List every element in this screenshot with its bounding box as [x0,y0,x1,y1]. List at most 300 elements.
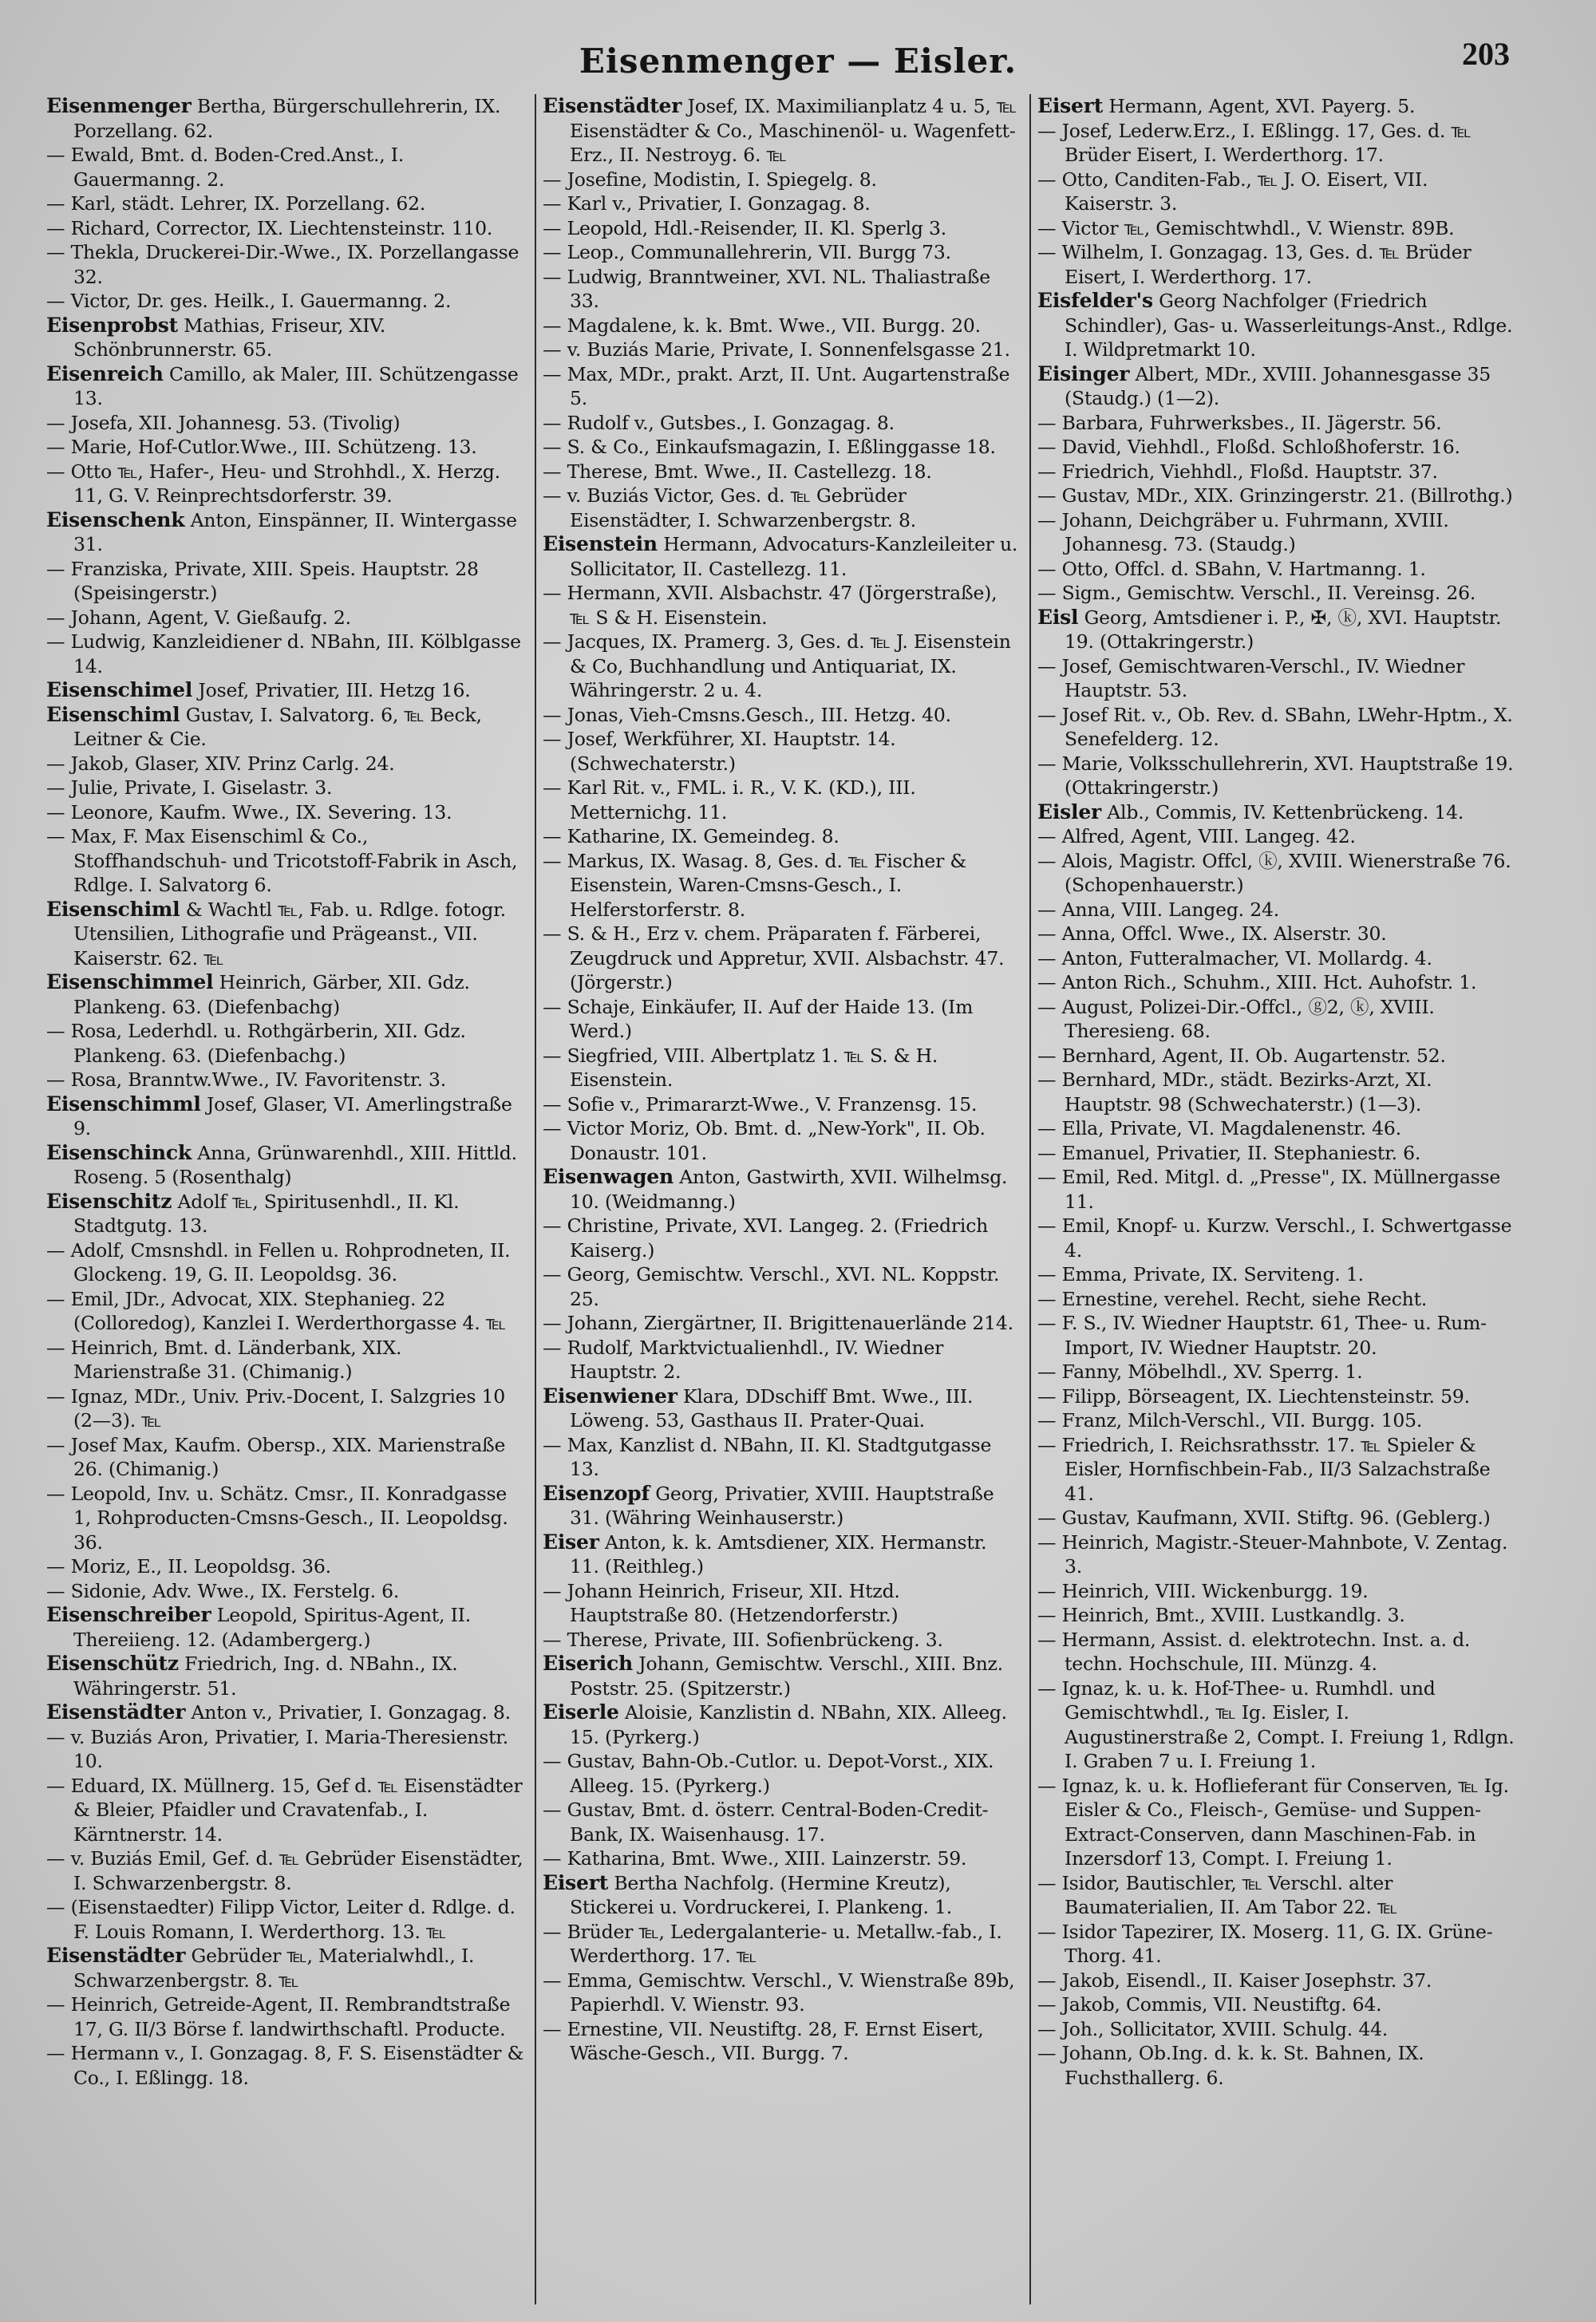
entry-text: — Anton, Futteralmacher, VI. Mollardg. 4. [1037,946,1432,969]
directory-entry-head [543,1530,1020,1579]
directory-entry-head [543,532,1020,581]
entry-text: Alb., Commis, IV. Kettenbrückeng. 14. [1101,800,1464,823]
column-3 [1029,94,1524,2304]
directory-entry [1037,1774,1515,1871]
directory-entry-head [543,1482,1020,1530]
directory-entry-head [46,703,525,752]
entry-text: — Gustav, Bmt. d. österr. Central-Boden-Credit-Bank, IX. Waisenhausg. 17. [543,1799,989,1846]
entry-text: — Friedrich, I. Reichsrathsstr. 17. ℡ Spieler & Eisler, Hornfischbein-Fab., II/3 Salzachstraße 41. [1037,1433,1491,1505]
entry-text: — Heinrich, Magistr.-Steuer-Mahnbote, V. Zentag. 3. [1037,1530,1508,1578]
directory-entry [543,1311,1020,1336]
directory-entry [1037,1628,1515,1676]
directory-entry [46,192,525,216]
entry-text: — Christine, Private, XVI. Langeg. 2. (Friedrich Kaiserg.) [543,1214,989,1262]
entry-surname: Eisenzopf [543,1481,650,1505]
directory-entry-head [46,1700,525,1725]
directory-entry [1037,1506,1515,1530]
entry-text: — Josef, Gemischtwaren-Verschl., IV. Wiedner Hauptstr. 53. [1037,654,1465,701]
entry-surname: Eisl [1037,605,1079,629]
directory-entry [543,1628,1020,1653]
entry-surname: Eisenschenk [46,507,185,531]
entry-text: — v. Buziás Aron, Privatier, I. Maria-Theresienstr. 10. [46,1725,509,1772]
entry-text: — Max, MDr., prakt. Arzt, II. Unt. Augartenstraße 5. [543,362,1010,409]
entry-text: Leopold, Spiritus-Agent, II. Thereiieng. 12. (Adambergerg.) [73,1604,471,1651]
entry-text: — Richard, Corrector, IX. Liechtensteinstr. 110. [46,216,493,239]
entry-text: — Adolf, Cmsnshdl. in Fellen u. Rohprodneten, II. Glockeng. 19, G. II. Leopoldsg. 36. [46,1238,511,1285]
entry-surname: Eiserle [543,1700,619,1724]
directory-entry [543,484,1020,532]
directory-entry [543,1044,1020,1092]
entry-text: — Marie, Volksschullehrerin, XVI. Hauptstraße 19. (Ottakringerstr.) [1037,752,1514,799]
entry-text: Georg, Amtsdiener i. P., ✠, ⓚ, XVI. Hauptstr. 19. (Ottakringerstr.) [1065,606,1502,653]
entry-surname: Eisinger [1037,361,1130,385]
directory-entry [46,1019,525,1068]
directory-entry [1037,752,1515,800]
entry-surname: Eisenstädter [46,1700,186,1724]
entry-text: — Emma, Private, IX. Serviteng. 1. [1037,1263,1364,1285]
entry-surname: Eisenwagen [543,1165,674,1188]
directory-entry-head [543,1700,1020,1749]
entry-text: Josef, Privatier, III. Hetzg 16. [192,679,471,701]
directory-entry-head [46,678,525,703]
directory-entry [543,1433,1020,1482]
entry-text: — Fanny, Möbelhdl., XV. Sperrg. 1. [1037,1360,1363,1383]
entry-text: — Gustav, Kaufmann, XVII. Stiftg. 96. (Geblerg.) [1037,1507,1491,1529]
entry-text: — S. & Co., Einkaufsmagazin, I. Eßlinggasse 18. [543,436,996,458]
entry-text: — Sofie v., Primararzt-Wwe., V. Franzensg. 15. [543,1092,978,1116]
directory-entry [543,411,1020,436]
directory-entry [1037,411,1515,436]
entry-text: Josef, IX. Maximilianplatz 4 u. 5, ℡ Eisenstädter & Co., Maschinenöl- u. Wagenfett-Erz., II. Nestroyg. 6. ℡ [570,95,1017,166]
directory-entry [1037,1068,1515,1116]
entry-text: — Julie, Private, I. Giselastr. 3. [46,776,333,799]
directory-entry [1037,824,1515,849]
entry-surname: Eisenschiml [46,897,180,921]
directory-entry [46,824,525,898]
entry-surname: Eisenschimel [46,678,193,701]
entry-text: — (Eisenstaedter) Filipp Victor, Leiter d. Rdlge. d. F. Louis Romann, I. Werderthorg. 13. ℡ [46,1896,516,1943]
directory-entry [543,216,1020,241]
entry-text: — Ernestine, VII. Neustiftg. 28, F. Ernst Eisert, Wäsche-Gesch., VII. Burgg. 7. [543,2017,984,2064]
entry-surname: Eisenmenger [46,94,192,117]
page-number: 203 [1462,36,1510,72]
entry-text: — Johann, Agent, V. Gießaufg. 2. [46,606,351,629]
entry-surname: Eiserich [543,1652,633,1675]
entry-surname: Eiser [543,1530,599,1554]
entry-text: Heinrich, Gärber, XII. Gdz. Plankeng. 63. (Diefenbachg) [73,971,470,1018]
entry-text: — Karl, städt. Lehrer, IX. Porzellang. 62. [46,192,426,215]
directory-entry [1037,1116,1515,1141]
directory-entry [1037,581,1515,606]
entry-text: — v. Buziás Emil, Gef. d. ℡ Gebrüder Eisenstädter, I. Schwarzenbergstr. 8. [46,1847,523,1894]
entry-surname: Eisenschimmel [46,970,214,993]
entry-text: Hermann, Agent, XVI. Payerg. 5. [1103,95,1416,117]
entry-text: — Ludwig, Kanzleidiener d. NBahn, III. Kölblgasse 14. [46,630,521,677]
directory-entry [1037,970,1515,995]
directory-entry [543,1798,1020,1846]
directory-entry [543,995,1020,1044]
directory-entry [543,1116,1020,1165]
entry-text: — Josef Max, Kaufm. Obersp., XIX. Marienstraße 26. (Chimanig.) [46,1433,506,1480]
entry-text: — Emil, Red. Mitgl. d. „Presse", IX. Müllnergasse 11. [1037,1166,1501,1213]
directory-entry-head [46,94,525,143]
directory-entry [1037,1141,1515,1166]
entry-text: — Barbara, Fuhrwerksbes., II. Jägerstr. 56. [1037,411,1442,434]
directory-entry [1037,898,1515,922]
entry-text: Hermann, Advocaturs-Kanzleileiter u. Sollicitator, II. Castellezg. 11. [570,533,1018,580]
entry-text: — Ignaz, k. u. k. Hoflieferant für Conserven, ℡ Ig. Eisler & Co., Fleisch-, Gemüse- und Suppen-Extract-Conserven, dann Maschinen-Fab. in Inzersdorf 13, Compt. I. Freiung 1. [1037,1774,1509,1870]
entry-text: — Filipp, Börseagent, IX. Liechtensteinstr. 59. [1037,1384,1470,1408]
entry-text: — Anna, Offcl. Wwe., IX. Alserstr. 30. [1037,922,1387,945]
entry-text: — Sidonie, Adv. Wwe., IX. Ferstelg. 6. [46,1579,400,1602]
directory-entry [46,2041,525,2090]
entry-text: — Josefine, Modistin, I. Spiegelg. 8. [543,168,877,191]
entry-text: — Eduard, IX. Müllnerg. 15, Gef d. ℡ Eisenstädter & Bleier, Pfaidler und Cravatenfab., I. Kärntnerstr. 14. [46,1774,523,1846]
directory-entry [543,1262,1020,1311]
directory-entry [46,752,525,776]
entry-text: — Isidor, Bautischler, ℡ Verschl. alter Baumaterialien, II. Am Tabor 22. ℡ [1037,1871,1398,1918]
entry-text: — Hermann v., I. Gonzagag. 8, F. S. Eisenstädter & Co., I. Eßlingg. 18. [46,2042,524,2089]
directory-entry-head [543,1871,1020,1920]
directory-entry [1037,1579,1515,1604]
directory-entry-head [46,1092,525,1141]
directory-entry-head [1037,800,1515,825]
directory-entry [1037,922,1515,946]
entry-surname: Eisert [1037,94,1104,117]
entry-text: — Heinrich, Getreide-Agent, II. Rembrandtstraße 17, G. II/3 Börse f. landwirthschaftl. Producte. [46,1993,511,2040]
directory-entry [46,216,525,241]
directory-entry [1037,1871,1515,1920]
entry-text: Mathias, Friseur, XIV. Schönbrunnerstr. 65. [73,314,386,361]
entry-text: — Wilhelm, I. Gonzagag. 13, Ges. d. ℡ Brüder Eisert, I. Werderthorg. 17. [1037,241,1472,288]
entry-text: Josef, Glaser, VI. Amerlingstraße 9. [73,1092,512,1139]
entry-text: Camillo, ak Maler, III. Schützengasse 13. [73,362,519,409]
column-2 [535,94,1029,2304]
entry-text: — Otto ℡, Hafer-, Heu- und Strohhdl., X. Herzg. 11, G. V. Reinprechtsdorferstr. 39. [46,460,500,507]
directory-entry [46,460,525,508]
entry-surname: Eisler [1037,800,1102,823]
entry-text: — Victor ℡, Gemischtwhdl., V. Wienstr. 89B. [1037,216,1455,239]
directory-entry [543,1336,1020,1384]
entry-text: — Bernhard, MDr., städt. Bezirks-Arzt, XI. Hauptstr. 98 (Schwechaterstr.) (1—3). [1037,1068,1432,1116]
entry-text: — Johann Heinrich, Friseur, XII. Htzd. Hauptstraße 80. (Hetzendorferstr.) [543,1579,900,1626]
entry-text: — Josefa, XII. Johannesg. 53. (Tivolig) [46,411,401,434]
entry-text: — Friedrich, Viehhdl., Floßd. Hauptstr. 37. [1037,460,1438,483]
directory-entry [46,1846,525,1895]
entry-text: — Emanuel, Privatier, II. Stephaniestr. 6. [1037,1141,1421,1164]
entry-text: — Alois, Magistr. Offcl, ⓚ, XVIII. Wienerstraße 76. (Schopenhauerstr.) [1037,849,1511,896]
directory-entry [1037,654,1515,703]
entry-text: — Emma, Gemischtw. Verschl., V. Wienstraße 89b, Papierhdl. V. Wienstr. 93. [543,1969,1015,2016]
directory-entry [543,2017,1020,2066]
directory-entry [1037,1214,1515,1262]
entry-text: — Heinrich, Bmt., XVIII. Lustkandlg. 3. [1037,1604,1405,1626]
entry-surname: Eisenschinck [46,1140,192,1164]
directory-entry [543,849,1020,922]
entry-text: Gebrüder ℡, Materialwhdl., I. Schwarzenbergstr. 8. ℡ [73,1945,475,1992]
directory-entry [46,776,525,800]
entry-text: — Jakob, Glaser, XIV. Prinz Carlg. 24. [46,752,395,775]
directory-entry [1037,946,1515,971]
entry-text: — Brüder ℡, Ledergalanterie- u. Metallw.-fab., I. Werderthorg. 17. ℡ [543,1920,1002,1967]
entry-text: — Rosa, Lederhdl. u. Rothgärberin, XII. Gdz. Plankeng. 63. (Diefenbachg.) [46,1020,466,1067]
directory-entry [543,1969,1020,2017]
directory-entry-head [46,1652,525,1700]
directory-entry [543,703,1020,728]
entry-text: — Otto, Canditen-Fab., ℡ J. O. Eisert, VII. Kaiserstr. 3. [1037,168,1428,215]
entry-text: Albert, MDr., XVIII. Johannesgasse 35 (Staudg.) (1—2). [1065,362,1491,409]
directory-entry [1037,703,1515,752]
directory-entry [543,435,1020,460]
directory-entry [543,776,1020,824]
directory-entry [543,1846,1020,1871]
directory-entry-head [46,1944,525,1992]
directory-entry [1037,1530,1515,1579]
entry-text: — Heinrich, Bmt. d. Länderbank, XIX. Marienstraße 31. (Chimanig.) [46,1336,402,1383]
entry-text: — Rosa, Branntw.Wwe., IV. Favoritenstr. 3. [46,1068,447,1091]
directory-entry-head [543,1652,1020,1700]
entry-surname: Eisenschitz [46,1189,172,1213]
entry-text: — Marie, Hof-Cutlor.Wwe., III. Schützeng. 13. [46,436,477,458]
entry-text: — Schaje, Einkäufer, II. Auf der Haide 13. (Im Werd.) [543,995,974,1042]
entry-text: Bertha Nachfolg. (Hermine Kreutz), Stickerei u. Vordruckerei, I. Plankeng. 1. [570,1871,953,1918]
entry-text: — Therese, Private, III. Sofienbrückeng. 3. [543,1628,943,1651]
entry-surname: Eisenprobst [46,313,178,337]
directory-entry [46,1068,525,1092]
column-1 [40,94,535,2304]
directory-entry [543,1092,1020,1117]
entry-text: — Emil, Knopf- u. Kurzw. Verschl., I. Schwertgasse 4. [1037,1214,1512,1262]
columns [40,94,1524,2304]
entry-text: — v. Buziás Marie, Private, I. Sonnenfelsgasse 21. [543,338,1010,361]
directory-entry [1037,1920,1515,1969]
directory-entry [1037,508,1515,557]
directory-entry [1037,1969,1515,1993]
entry-text: — Siegfried, VIII. Albertplatz 1. ℡ S. & H. Eisenstein. [543,1044,938,1091]
entry-surname: Eisenschreiber [46,1603,211,1626]
directory-entry [543,314,1020,338]
directory-entry-head [46,314,525,362]
directory-entry-head [46,1141,525,1190]
entry-text: — S. & H., Erz v. chem. Präparaten f. Färberei, Zeugdruck und Appretur, XVII. Alsbachstr. 47. (Jörgerstr.) [543,922,1005,993]
entry-text: — Anton Rich., Schuhm., XIII. Hct. Auhofstr. 1. [1037,971,1477,993]
entry-text: — Ernestine, verehel. Recht, siehe Recht. [1037,1287,1428,1310]
directory-entry [46,1336,525,1384]
entry-text: — Rudolf, Marktvictualienhdl., IV. Wiedner Hauptstr. 2. [543,1336,944,1383]
directory-entry [543,824,1020,849]
entry-text: — Ewald, Bmt. d. Boden-Cred.Anst., I. Gauermanng. 2. [46,144,405,191]
entry-text: — Franziska, Private, XIII. Speis. Hauptstr. 28 (Speisingerstr.) [46,557,479,604]
entry-text: — Johann, Ob.Ing. d. k. k. St. Bahnen, IX. Fuchsthallerg. 6. [1037,2042,1424,2089]
directory-entry-head [1037,606,1515,654]
entry-text: — Alfred, Agent, VIII. Langeg. 42. [1037,825,1356,847]
entry-text: — Jonas, Vieh-Cmsns.Gesch., III. Hetzg. 40. [543,703,951,726]
directory-entry [543,630,1020,703]
entry-text: Georg Nachfolger (Friedrich Schindler), Gas- u. Wasserleitungs-Anst., Rdlge. I. Wildpretmarkt 10. [1065,290,1513,361]
directory-entry [1037,435,1515,460]
directory-entry [543,1749,1020,1798]
entry-surname: Eisert [543,1870,609,1894]
directory-entry [1037,460,1515,484]
directory-entry [543,362,1020,411]
entry-text: — Max, F. Max Eisenschiml & Co., Stoffhandschuh- und Tricotstoff-Fabrik in Asch, Rdlge. I. Salvatorg 6. [46,825,518,896]
directory-entry [1037,484,1515,508]
directory-entry [543,168,1020,192]
entry-surname: Eisenstädter [46,1944,186,1967]
entry-text: — Ignaz, MDr., Univ. Priv.-Docent, I. Salzgries 10 (2—3). ℡ [46,1384,506,1432]
entry-text: — Victor, Dr. ges. Heilk., I. Gauermanng. 2. [46,290,452,312]
directory-entry [1037,119,1515,168]
entry-text: — Bernhard, Agent, II. Ob. Augartenstr. 52. [1037,1044,1446,1067]
entry-text: Gustav, I. Salvatorg. 6, ℡ Beck, Leitner & Cie. [73,703,482,750]
directory-entry [1037,1165,1515,1214]
directory-entry [543,922,1020,995]
directory-entry [46,800,525,825]
directory-entry [46,1895,525,1944]
directory-entry [543,581,1020,630]
entry-text: Klara, DDschiff Bmt. Wwe., III. Löweng. 53, Gasthaus II. Prater-Quai. [570,1384,974,1432]
directory-entry [46,1554,525,1579]
directory-entry [1037,1287,1515,1312]
directory-entry-head [46,362,525,411]
entry-text: — v. Buziás Victor, Ges. d. ℡ Gebrüder Eisenstädter, I. Schwarzenbergstr. 8. [543,484,917,531]
entry-text: — Jacques, IX. Pramerg. 3, Ges. d. ℡ J. Eisenstein & Co, Buchhandlung und Antiquariat, IX. Währingerstr. 2 u. 4. [543,630,1011,701]
directory-entry [46,1774,525,1847]
entry-surname: Eisenwiener [543,1384,678,1408]
entry-text: — Heinrich, VIII. Wickenburgg. 19. [1037,1579,1369,1602]
entry-text: — David, Viehhdl., Floßd. Schloßhoferstr. 16. [1037,436,1460,458]
entry-text: — Otto, Offcl. d. SBahn, V. Hartmanng. 1. [1037,557,1426,580]
directory-entry [1037,240,1515,289]
directory-entry [46,1287,525,1336]
directory-entry [543,240,1020,265]
entry-text: — Leop., Communallehrerin, VII. Burgg 73. [543,241,951,263]
directory-entry-head [543,94,1020,168]
directory-entry [1037,216,1515,241]
entry-text: — Leopold, Hdl.-Reisender, II. Kl. Sperlg 3. [543,216,946,239]
entry-text: — Gustav, MDr., XIX. Grinzingerstr. 21. (Billrothg.) [1037,484,1513,507]
entry-text: — Thekla, Druckerei-Dir.-Wwe., IX. Porzellangasse 32. [46,241,519,288]
entry-text: Anton v., Privatier, I. Gonzagag. 8. [185,1701,511,1724]
directory-entry [46,1384,525,1433]
directory-entry-head [543,1165,1020,1214]
directory-entry [543,1920,1020,1969]
directory-entry [543,460,1020,484]
entry-text: — Georg, Gemischtw. Verschl., XVI. NL. Koppstr. 25. [543,1263,1000,1310]
entry-text: Anton, k. k. Amtsdiener, XIX. Hermanstr. 11. (Reithleg.) [570,1530,987,1578]
directory-entry [1037,168,1515,216]
entry-text: — Katharina, Bmt. Wwe., XIII. Lainzerstr. 59. [543,1847,967,1870]
entry-text: — Joh., Sollicitator, XVIII. Schulg. 44. [1037,2017,1389,2040]
directory-entry-head [46,1190,525,1238]
directory-entry [1037,557,1515,582]
entry-surname: Eisenschimml [46,1092,201,1116]
entry-text: — August, Polizei-Dir.-Offcl., ⓖ2, ⓚ, XVIII. Theresieng. 68. [1037,995,1435,1042]
entry-text: Bertha, Bürgerschullehrerin, IX. Porzellang. 62. [73,95,501,142]
entry-text: — Josef, Werkführer, XI. Hauptstr. 14. (Schwechaterstr.) [543,728,896,775]
entry-text: — Max, Kanzlist d. NBahn, II. Kl. Stadtgutgasse 13. [543,1433,992,1480]
directory-entry [1037,849,1515,898]
entry-text: — Hermann, Assist. d. elektrotechn. Inst. a. d. techn. Hochschule, III. Münzg. 4. [1037,1628,1471,1675]
directory-entry [46,1482,525,1555]
entry-text: — Jakob, Commis, VII. Neustiftg. 64. [1037,1993,1382,2016]
directory-entry [543,192,1020,216]
entry-text: — Therese, Bmt. Wwe., II. Castellezg. 18. [543,460,932,483]
directory-entry [543,727,1020,776]
directory-entry [1037,1433,1515,1507]
entry-surname: Eisfelder's [1037,289,1153,312]
entry-text: Friedrich, Ing. d. NBahn., IX. Währingerstr. 51. [73,1653,458,1700]
directory-entry [46,240,525,289]
entry-text: Aloisie, Kanzlistin d. NBahn, XIX. Alleeg. 15. (Pyrkerg.) [570,1701,1007,1748]
directory-entry [1037,1603,1515,1628]
directory-entry-head [46,1603,525,1652]
entry-text: — Ignaz, k. u. k. Hof-Thee- u. Rumhdl. und Gemischtwhdl., ℡ Ig. Eisler, I. Augustinerstraße 2, Compt. I. Freiung 1, Rdlgn. I. Graben 7 u. I. Freiung 1. [1037,1676,1515,1772]
directory-entry-head [543,1384,1020,1433]
entry-text: & Wachtl ℡, Fab. u. Rdlge. fotogr. Utensilien, Lithografie und Prägeanst., VII. Kaiserstr. 62. ℡ [73,898,506,969]
entry-text: — Sigm., Gemischtw. Verschl., II. Vereinsg. 26. [1037,582,1476,604]
directory-entry [46,1433,525,1482]
entry-text: — Leopold, Inv. u. Schätz. Cmsr., II. Konradgasse 1, Rohproducten-Cmsns-Gesch., II. Leopoldsg. 36. [46,1482,508,1554]
entry-surname: Eisenschütz [46,1652,179,1675]
directory-entry [1037,995,1515,1044]
directory-entry-head [1037,94,1515,119]
directory-entry [543,1579,1020,1628]
directory-entry-head [46,898,525,971]
entry-text: — Josef, Lederw.Erz., I. Eßlingg. 17, Ges. d. ℡ Brüder Eisert, I. Werderthorg. 17. [1037,119,1472,166]
entry-text: — Ludwig, Branntweiner, XVI. NL. Thaliastraße 33. [543,265,991,312]
entry-text: — Victor Moriz, Ob. Bmt. d. „New-York", II. Ob. Donaustr. 101. [543,1117,986,1164]
directory-entry [46,435,525,460]
directory-entry [1037,1676,1515,1774]
directory-entry [1037,1408,1515,1433]
directory-entry [46,1579,525,1604]
directory-entry-head [46,970,525,1019]
entry-text: — Katharine, IX. Gemeindeg. 8. [543,825,839,847]
entry-text: — F. S., IV. Wiedner Hauptstr. 61, Thee- u. Rum-Import, IV. Wiedner Hauptstr. 20. [1037,1312,1487,1359]
entry-text: — Gustav, Bahn-Ob.-Cutlor. u. Depot-Vorst., XIX. Alleeg. 15. (Pyrkerg.) [543,1750,994,1797]
running-head: Eisenmenger — Eisler. [579,41,1017,81]
directory-entry [1037,1992,1515,2017]
directory-entry [46,557,525,606]
entry-surname: Eisenstädter [543,94,682,117]
entry-text: Georg, Privatier, XVIII. Hauptstraße 31. (Währing Weinhauserstr.) [570,1482,994,1529]
entry-text: — Hermann, XVII. Alsbachstr. 47 (Jörgerstraße), ℡ S & H. Eisenstein. [543,582,998,629]
directory-entry [1037,1262,1515,1287]
entry-surname: Eisenreich [46,361,164,385]
directory-entry [543,338,1020,362]
entry-surname: Eisenschiml [46,702,180,726]
directory-entry [1037,1360,1515,1384]
entry-text: — Johann, Deichgräber u. Fuhrmann, XVIII. Johannesg. 73. (Staudg.) [1037,508,1449,555]
entry-text: — Markus, IX. Wasag. 8, Ges. d. ℡ Fischer & Eisenstein, Waren-Cmsns-Gesch., I. Helferstorferstr. 8. [543,849,967,921]
directory-entry-head [46,508,525,557]
directory-entry [543,265,1020,314]
entry-text: — Josef Rit. v., Ob. Rev. d. SBahn, LWehr-Hptm., X. Senefelderg. 12. [1037,703,1513,750]
entry-text: — Isidor Tapezirer, IX. Moserg. 11, G. IX. Grüne-Thorg. 41. [1037,1920,1493,1967]
entry-text: — Moriz, E., II. Leopoldsg. 36. [46,1555,331,1578]
entry-text: — Franz, Milch-Verschl., VII. Burgg. 105. [1037,1409,1423,1432]
entry-text: — Emil, JDr., Advocat, XIX. Stephanieg. 22 (Colloredog), Kanzlei I. Werderthorgasse 4. ℡ [46,1287,506,1334]
directory-entry [46,289,525,314]
directory-entry [46,143,525,192]
directory-entry [46,630,525,678]
directory-entry [46,606,525,630]
entry-text: — Karl Rit. v., FML. i. R., V. K. (KD.), III. Metternichg. 11. [543,776,916,823]
directory-entry-head [1037,289,1515,362]
directory-entry [1037,1384,1515,1409]
entry-text: Anton, Einspänner, II. Wintergasse 31. [73,508,517,555]
